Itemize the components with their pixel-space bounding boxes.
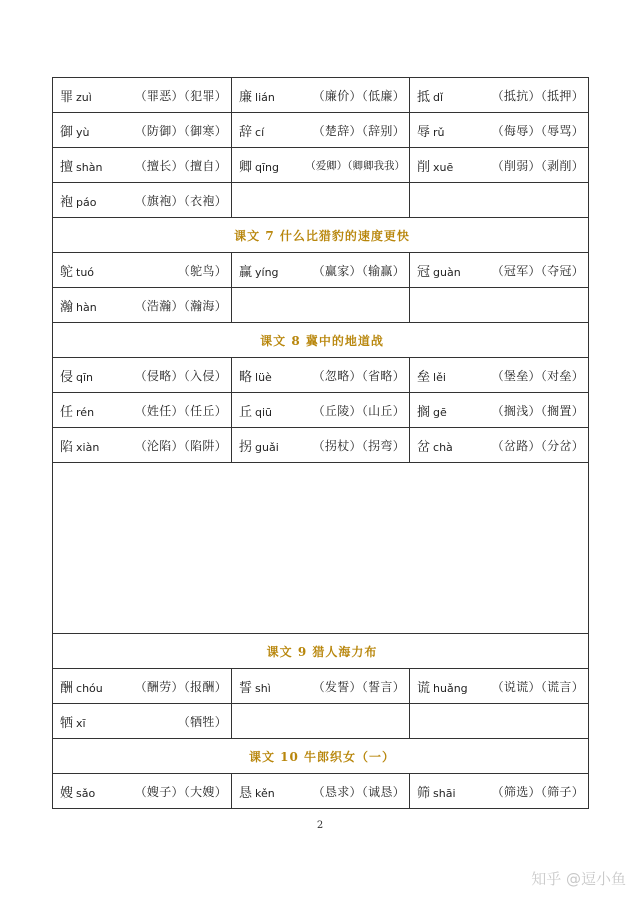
vocab-cell: 筛 shāi （筛选）（筛子） [410, 774, 589, 809]
vocab-row [53, 148, 589, 183]
vocab-cell: 酬 chóu （酬劳）（报酬） [53, 669, 232, 704]
watermark: 知乎 @逗小鱼 [531, 870, 626, 888]
vocab-cell: 搁 gē （搁浅）（搁置） [410, 393, 589, 428]
vocab-cell: 擅 shàn （擅长）（擅自） [53, 148, 232, 183]
vocab-row [53, 288, 589, 323]
vocab-row [53, 78, 589, 113]
vocab-row [53, 774, 589, 809]
vocab-cell: 侵 qīn （侵略）（入侵） [53, 358, 232, 393]
vocab-cell: 恳 kěn （恳求）（诚恳） [232, 774, 410, 809]
vocab-row [53, 183, 589, 218]
lesson-title-row [53, 323, 589, 358]
empty-cell [232, 183, 410, 218]
lesson-title: 课文 10 牛郎织女（一） [53, 739, 589, 774]
vocab-cell: 誓 shì （发誓）（誓言） [232, 669, 410, 704]
lesson-title: 课文 8 冀中的地道战 [53, 323, 589, 358]
lesson-title-row [53, 218, 589, 253]
vocab-cell: 削 xuē （削弱）（剥削） [410, 148, 589, 183]
vocab-cell: 岔 chà （岔路）（分岔） [410, 428, 589, 463]
vocab-cell: 辞 cí （楚辞）（辞别） [232, 113, 410, 148]
vocab-cell: 陷 xiàn （沦陷）（陷阱） [53, 428, 232, 463]
vocab-table [52, 77, 589, 809]
vocab-cell: 辱 rǔ （侮辱）（辱骂） [410, 113, 589, 148]
vocab-cell: 卿 qīng （爱卿）（卿卿我我） [232, 148, 410, 183]
vocab-cell: 廉 lián （廉价）（低廉） [232, 78, 410, 113]
vocab-cell: 抵 dǐ （抵抗）（抵押） [410, 78, 589, 113]
vocab-cell: 略 lüè （忽略）（省略） [232, 358, 410, 393]
vocab-cell: 丘 qiū （丘陵）（山丘） [232, 393, 410, 428]
empty-cell [232, 704, 410, 739]
vocab-cell: 瀚 hàn （浩瀚）（瀚海） [53, 288, 232, 323]
vocab-cell: 嫂 sǎo （嫂子）（大嫂） [53, 774, 232, 809]
vocab-row [53, 253, 589, 288]
empty-cell [410, 183, 589, 218]
vocab-cell: 冠 guàn （冠军）（夺冠） [410, 253, 589, 288]
vocab-row [53, 669, 589, 704]
empty-cell [410, 704, 589, 739]
lesson-title-row [53, 634, 589, 669]
vocab-row [53, 428, 589, 463]
vocab-row [53, 358, 589, 393]
vocab-cell: 鸵 tuó （鸵鸟） [53, 253, 232, 288]
vocab-cell: 袍 páo （旗袍）（衣袍） [53, 183, 232, 218]
blank-cell [53, 463, 589, 634]
empty-cell [410, 288, 589, 323]
vocab-cell: 牺 xī （牺牲） [53, 704, 232, 739]
vocab-cell: 垒 lěi （堡垒）（对垒） [410, 358, 589, 393]
vocab-cell: 罪 zuì （罪恶）（犯罪） [53, 78, 232, 113]
lesson-title: 课文 9 猎人海力布 [53, 634, 589, 669]
blank-row [53, 463, 589, 634]
vocab-cell: 赢 yíng （赢家）（输赢） [232, 253, 410, 288]
page-number: 2 [316, 820, 324, 831]
vocab-row [53, 704, 589, 739]
vocab-cell: 御 yù （防御）（御寒） [53, 113, 232, 148]
vocab-cell: 拐 guǎi （拐杖）（拐弯） [232, 428, 410, 463]
vocab-row [53, 393, 589, 428]
vocab-cell: 谎 huǎng （说谎）（谎言） [410, 669, 589, 704]
lesson-title: 课文 7 什么比猎豹的速度更快 [53, 218, 589, 253]
empty-cell [232, 288, 410, 323]
vocab-cell: 任 rén （姓任）（任丘） [53, 393, 232, 428]
vocab-row [53, 113, 589, 148]
lesson-title-row [53, 739, 589, 774]
